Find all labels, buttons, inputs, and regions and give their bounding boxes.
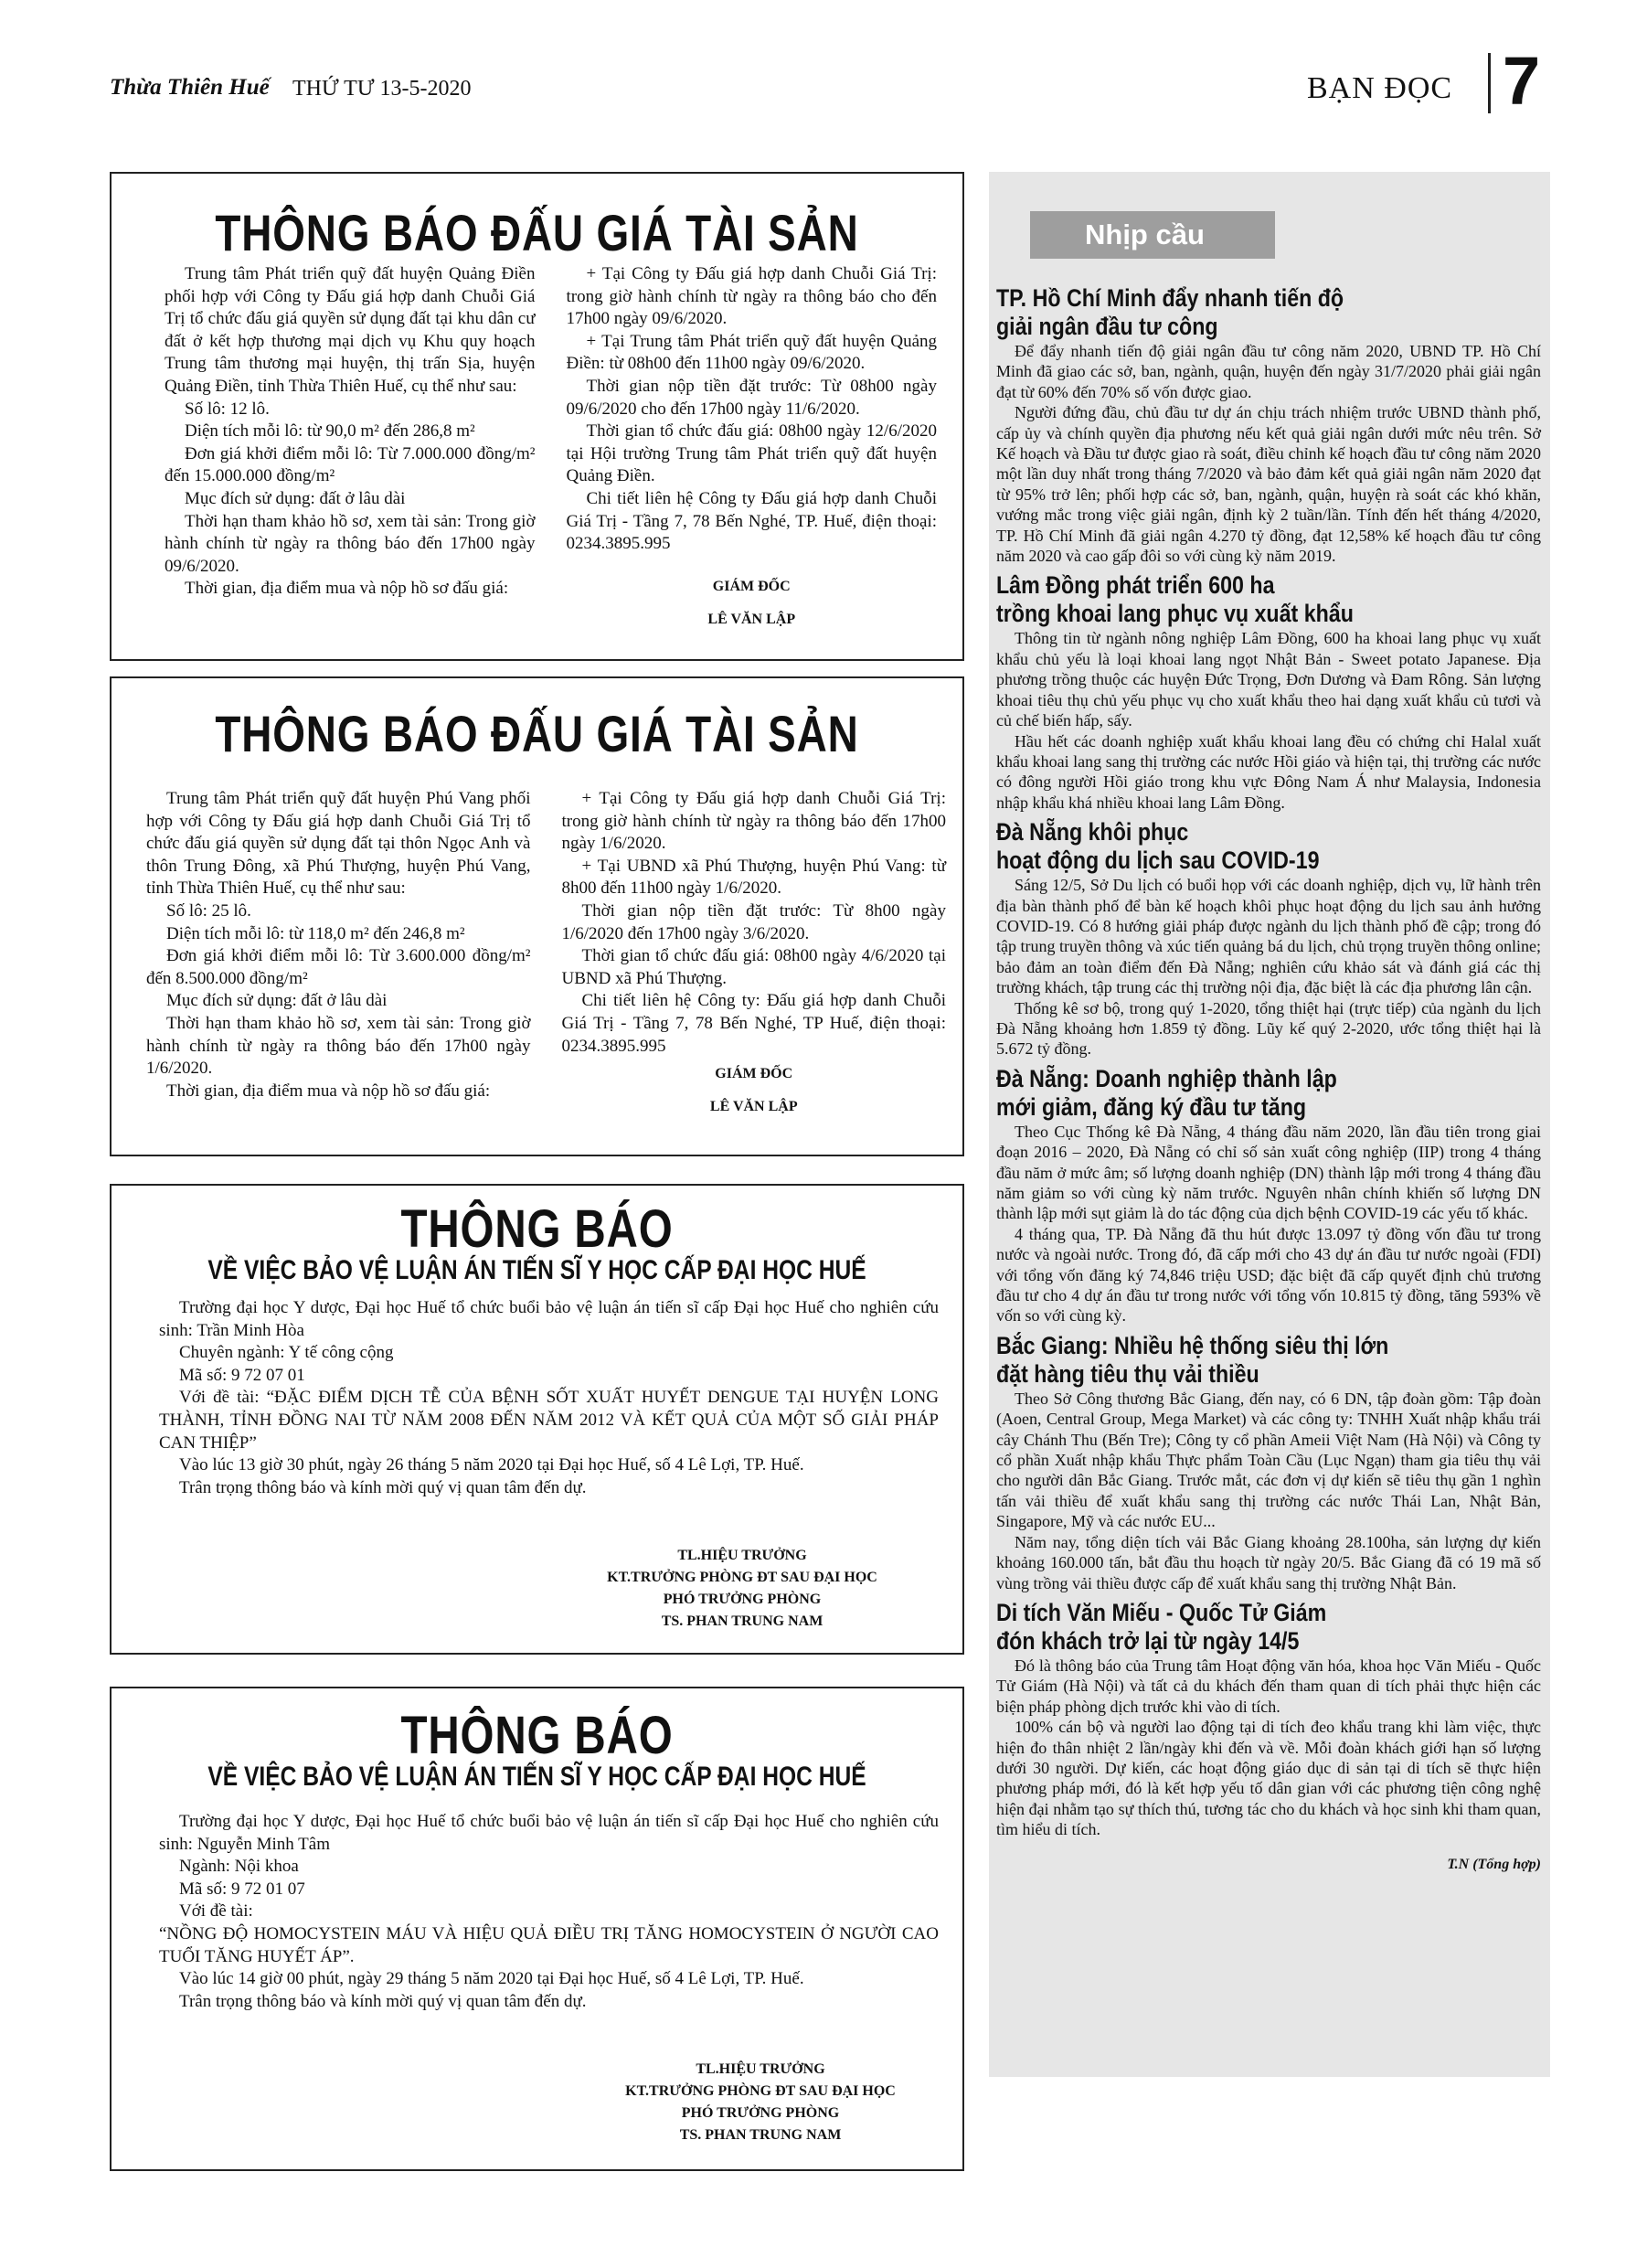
signature-line: TL.HIỆU TRƯỞNG	[696, 2061, 825, 2077]
article-title-line: hoạt động du lịch sau COVID-19	[996, 847, 1320, 875]
issue-date: THỨ TƯ 13-5-2020	[292, 77, 472, 101]
notice-code: Mã số: 9 72 07 01	[179, 1365, 305, 1385]
page-number: 7	[1503, 43, 1541, 119]
notice-paragraph: Trường đại học Y dược, Đại học Huế tổ chức buổi bảo vệ luận án tiến sĩ cấp Đại học Huế cho nghiên cứu sinh: Trần Minh Hòa	[159, 1298, 939, 1340]
notice-invite: Trân trọng thông báo và kính mời quý vị quan tâm đến dự.	[179, 1477, 587, 1497]
article-title-line: Đà Nẵng khôi phục	[996, 818, 1189, 847]
signature-name: TS. PHAN TRUNG NAM	[679, 2127, 842, 2143]
notice-paragraph: Diện tích mỗi lô: từ 118,0 m² đến 246,8 m²	[166, 923, 465, 943]
article-paragraph: Thông tin từ ngành nông nghiệp Lâm Đồng, 600 ha khoai lang phục vụ xuất khẩu chủ yếu là loại khoai lang ngọt Nhật Bản - Sweet potato Japanese. Địa phương trồng thuộc các huyện Đức Trọng, Đơn Dương và Đam Rông. Sản lượng khoai tiêu thụ chủ yếu phục vụ cho xuất khẩu theo hai dạng xuất khẩu củ tươi và củ chế biến hấp, sấy.	[996, 629, 1541, 730]
notice-code: Mã số: 9 72 01 07	[179, 1879, 305, 1899]
notice-major: Ngành: Nội khoa	[179, 1857, 299, 1877]
notice-paragraph: Thời gian, địa điểm mua và nộp hồ sơ đấu giá:	[166, 1081, 491, 1101]
header-divider	[1488, 53, 1491, 113]
notice-topic: Với đề tài: “ĐẶC ĐIỂM DỊCH TỄ CỦA BỆNH SỐT XUẤT HUYẾT DENGUE TẠI HUYỆN LONG THÀNH, TỈNH ĐỒNG NAI TỪ NĂM 2008 ĐẾN NĂM 2012 VÀ KẾT QUẢ CỦA MỘT SỐ GIẢI PHÁP CAN THIỆP”	[159, 1388, 939, 1453]
newspaper-name: Thừa Thiên Huế	[110, 75, 270, 100]
signature-role: GIÁM ĐỐC	[712, 578, 791, 594]
article-title-line: TP. Hồ Chí Minh đẩy nhanh tiến độ	[996, 284, 1344, 312]
notice-time: Vào lúc 13 giờ 30 phút, ngày 26 tháng 5 năm 2020 tại Đại học Huế, số 4 Lê Lợi, TP. Huế.	[179, 1455, 804, 1475]
signature-role: GIÁM ĐỐC	[715, 1066, 793, 1082]
article-paragraph: Sáng 12/5, Sở Du lịch có buổi họp với các doanh nghiệp, dịch vụ, lữ hành trên địa bàn thành phố để bàn kế hoạch khôi phục hoạt động du lịch sau ảnh hưởng COVID-19. Có 8 hướng giải pháp được ngành du lịch thành phố đề cập; trong đó tập trung truyền thông và xúc tiến quảng bá du lịch, chủ trọng truyền thông online; bảo đảm an toàn điểm đến Đà Nẵng; nghiên cứu khảo sát và đánh giá các thị trường khách, tập trung các thị trường nội địa, đặc biệt là các địa phương lân cận.	[996, 876, 1541, 997]
notice-paragraph: Số lô: 12 lô.	[185, 399, 270, 419]
article-paragraph: Hầu hết các doanh nghiệp xuất khẩu khoai lang đều có chứng chỉ Halal xuất khẩu khoai lang sang thị trường các nước Hồi giáo và hiện tại, thị trường các nước có đông người Hồi giáo trong khu vực Đông Nam Á như Malaysia, Indonesia nhập khẩu khá nhiều khoai lang Lâm Đồng.	[996, 731, 1541, 812]
article-title	[996, 284, 1465, 341]
article-paragraph: Theo Cục Thống kê Đà Nẵng, 4 tháng đầu năm 2020, lần đầu tiên trong giai đoạn 2016 – 2020, Đà Nẵng có chỉ số sản xuất công nghiệp (IIP) trong 4 tháng đầu năm ở mức âm; số lượng doanh nghiệp (DN) thành lập mới trong 4 tháng đầu năm giảm so với cùng kỳ năm trước. Nguyên nhân chính khiến số lượng DN thành lập mới sụt giảm là do tác động của dịch bệnh COVID-19 các yếu tố khác.	[996, 1122, 1541, 1223]
notice-topic-label: Với đề tài:	[179, 1901, 253, 1922]
news-article	[996, 571, 1541, 813]
sidebar-articles	[996, 279, 1541, 1873]
signature-line: PHÓ TRƯỞNG PHÒNG	[663, 1592, 822, 1607]
article-title-line: mới giảm, đăng ký đầu tư tăng	[996, 1092, 1307, 1121]
article-title-line: đón khách trở lại từ ngày 14/5	[996, 1626, 1300, 1655]
notice-title: THÔNG BÁO ĐẤU GIÁ TÀI SẢN	[215, 204, 859, 261]
notice-paragraph: Mục đích sử dụng: đất ở lâu dài	[185, 488, 406, 508]
sidebar-label: Nhịp cầu	[1030, 211, 1275, 259]
news-article	[996, 1332, 1541, 1593]
auction-notice-2	[110, 676, 964, 1156]
signature-line: KT.TRƯỞNG PHÒNG ĐT SAU ĐẠI HỌC	[607, 1570, 877, 1585]
article-title	[996, 818, 1465, 875]
notice-paragraph: Đơn giá khởi điểm mỗi lô: Từ 7.000.000 đồng/m² đến 15.000.000 đồng/m²	[165, 443, 536, 486]
notice-subtitle: VỀ VIỆC BẢO VỆ LUẬN ÁN TIẾN SĨ Y HỌC CẤP ĐẠI HỌC HUẾ	[207, 1762, 866, 1792]
auction-notice-1	[110, 172, 964, 661]
article-title-line: giải ngân đầu tư công	[996, 313, 1218, 340]
news-article	[996, 1599, 1541, 1840]
notice-paragraph: Thời gian nộp tiền đặt trước: Từ 08h00 ngày 09/6/2020 cho đến 17h00 ngày 11/6/2020.	[566, 376, 937, 419]
notice-paragraph: + Tại Công ty Đấu giá hợp danh Chuỗi Giá Trị: trong giờ hành chính từ ngày ra thông báo cho đến 17h00 ngày 09/6/2020.	[566, 264, 937, 329]
notice-paragraph: Thời gian tổ chức đấu giá: 08h00 ngày 4/6/2020 tại UBND xã Phú Thượng.	[561, 946, 946, 988]
signature-name: LÊ VĂN LẬP	[707, 611, 796, 627]
article-paragraph: 4 tháng qua, TP. Đà Nẵng đã thu hút được 13.097 tỷ đồng vốn đầu tư trong nước và ngoài nước. Trong đó, đã cấp mới cho 43 dự án đầu tư nước ngoài (FDI) với tổng vốn đăng ký 74,846 triệu USD; đặc biệt đã cấp quyết định chủ trương đầu tư cho 4 dự án đầu tư trong nước với tổng vốn 10.815 tỷ đồng, tăng 593% về vốn so với cùng kỳ.	[996, 1224, 1541, 1326]
section-name: BẠN ĐỌC	[1307, 71, 1453, 105]
notice-title: THÔNG BÁO	[400, 1706, 674, 1765]
notice-paragraph: Thời gian tổ chức đấu giá: 08h00 ngày 12/6/2020 tại Hội trường Trung tâm Phát triển quỹ đất huyện Quảng Điền.	[566, 421, 937, 486]
notice-paragraph: Trung tâm Phát triển quỹ đất huyện Phú Vang phối hợp với Công ty Đấu giá hợp danh Chuỗi Giá Trị tổ chức đấu giá quyền sử dụng đất tại thôn Ngọc Anh và thôn Trung Đông, xã Phú Thượng, huyện Phú Vang, tỉnh Thừa Thiên Huế, cụ thể như sau:	[146, 789, 531, 899]
notice-paragraph: Chi tiết liên hệ Công ty: Đấu giá hợp danh Chuỗi Giá Trị - Tầng 7, 78 Bến Nghé, TP Huế, điện thoại: 0234.3895.995	[561, 991, 946, 1056]
article-paragraph: Người đứng đầu, chủ đầu tư dự án chịu trách nhiệm trước UBND thành phố, cấp ủy và chính quyền địa phương nếu kết quả giải ngân dưới mức nêu trên. Sở Kế hoạch và Đầu tư được giao rà soát, điều chỉnh kế hoạch đầu tư công năm 2020 một lần duy nhất trong tháng 7/2020 và bảo đảm kết quả giải ngân năm 2020 đạt từ 95% trở lên; phối hợp các sở, ban, ngành, quận, huyện rà soát các khó khăn, vướng mắc trong việc giải ngân, định kỳ 2 tuần/lần. Tính đến hết tháng 4/2020, TP. Hồ Chí Minh đã giải ngân 4.270 tỷ đồng, đạt 12,58% kế hoạch đầu tư công năm 2020 và cao gấp đôi so với cùng kỳ năm 2019.	[996, 403, 1541, 566]
article-paragraph: Thống kê sơ bộ, trong quý 1-2020, tổng thiệt hại (trực tiếp) của ngành du lịch Đà Nẵng khoảng hơn 1.859 tỷ đồng. Lũy kế quý 2-2020, ước tổng thiệt hại là 5.672 tỷ đồng.	[996, 998, 1541, 1059]
notice-paragraph: Thời hạn tham khảo hồ sơ, xem tài sản: Trong giờ hành chính từ ngày ra thông báo đến 17h00 ngày 1/6/2020.	[146, 1013, 531, 1079]
article-title-line: trồng khoai lang phục vụ xuất khẩu	[996, 600, 1354, 628]
notice-title: THÔNG BÁO ĐẤU GIÁ TÀI SẢN	[215, 705, 859, 762]
notice-paragraph: Mục đích sử dụng: đất ở lâu dài	[166, 991, 388, 1011]
thesis-notice-2	[110, 1687, 964, 2171]
article-title	[996, 571, 1465, 628]
notice-topic: “NỒNG ĐỘ HOMOCYSTEIN MÁU VÀ HIỆU QUẢ ĐIỀU TRỊ TĂNG HOMOCYSTEIN Ở NGƯỜI CAO TUỔI TĂNG HUYẾT ÁP”.	[159, 1923, 939, 1966]
notice-paragraph: Chi tiết liên hệ Công ty Đấu giá hợp danh Chuỗi Giá Trị - Tầng 7, 78 Bến Nghé, TP. Huế, điện thoại: 0234.3895.995	[566, 488, 937, 554]
article-credit: T.N (Tổng hợp)	[1447, 1856, 1541, 1872]
news-article	[996, 1065, 1541, 1326]
notice-major: Chuyên ngành: Y tế công cộng	[179, 1343, 394, 1363]
signature-line: KT.TRƯỞNG PHÒNG ĐT SAU ĐẠI HỌC	[625, 2083, 896, 2099]
notice-subtitle: VỀ VIỆC BẢO VỆ LUẬN ÁN TIẾN SĨ Y HỌC CẤP ĐẠI HỌC HUẾ	[207, 1255, 866, 1285]
article-title	[996, 1599, 1465, 1656]
notice-paragraph: + Tại Trung tâm Phát triển quỹ đất huyện Quảng Điền: từ 08h00 đến 11h00 ngày 09/6/2020.	[566, 331, 937, 374]
article-title-line: Lâm Đồng phát triển 600 ha	[996, 571, 1275, 600]
notice-paragraph: Đơn giá khởi điểm mỗi lô: Từ 3.600.000 đồng/m² đến 8.500.000 đồng/m²	[146, 946, 531, 988]
signature-line: PHÓ TRƯỞNG PHÒNG	[681, 2105, 840, 2121]
article-paragraph: 100% cán bộ và người lao động tại di tích đeo khẩu trang khi làm việc, thực hiện đo thân nhiệt 2 lần/ngày khi đến và về. Mỗi đoàn khách giới hạn số lượng dưới 30 người. Dự kiến, các hoạt động giáo dục di sản tại di tích sẽ thực hiện phương pháp mới, đó là kết hợp yếu tố dân gian với các phương tiện công nghệ hiện đại nhằm tạo sự thích thú, tương tác cho du khách và học sinh khi tham quan, tìm hiểu di tích.	[996, 1718, 1541, 1839]
signature-name: TS. PHAN TRUNG NAM	[661, 1613, 824, 1629]
notice-time: Vào lúc 14 giờ 00 phút, ngày 29 tháng 5 năm 2020 tại Đại học Huế, số 4 Lê Lợi, TP. Huế.	[179, 1969, 804, 1989]
article-paragraph: Theo Sở Công thương Bắc Giang, đến nay, có 6 DN, tập đoàn gồm: Tập đoàn (Aoen, Central Group, Mega Market) và các công ty: TNHH Xuất nhập khẩu trái cây Chánh Thu (Bến Tre); Công ty cổ phần Ameii Việt Nam (Hà Nội) và Công ty cổ phần Xuất nhập khẩu Thực phẩm Toàn Cầu (Lục Ngạn) tham gia tiêu thụ vải cho người dân Bắc Giang. Trước mắt, các đơn vị dự kiến sẽ tiêu thụ gần 1 nghìn tấn vải thiều để xuất khẩu sang thị trường các nước Thái Lan, Nhật Bản, Singapore, Mỹ và các nước EU...	[996, 1389, 1541, 1531]
notice-title: THÔNG BÁO	[400, 1199, 674, 1259]
article-paragraph: Năm nay, tổng diện tích vải Bắc Giang khoảng 28.100ha, sản lượng dự kiến khoảng 160.000 tấn, bắt đầu thu hoạch từ ngày 20/5. Bắc Giang đã có 19 mã số vùng trồng vải thiều được cấp để xuất khẩu sang thị trường Nhật Bản.	[996, 1532, 1541, 1592]
notice-paragraph: + Tại UBND xã Phú Thượng, huyện Phú Vang: từ 8h00 đến 11h00 ngày 1/6/2020.	[561, 856, 946, 899]
article-title-line: Bắc Giang: Nhiều hệ thống siêu thị lớn	[996, 1331, 1389, 1359]
article-title	[996, 1332, 1465, 1389]
news-article	[996, 818, 1541, 1059]
notice-paragraph: Thời gian nộp tiền đặt trước: Từ 8h00 ngày 1/6/2020 đến 17h00 ngày 3/6/2020.	[561, 900, 946, 943]
article-paragraph: Đó là thông báo của Trung tâm Hoạt động văn hóa, khoa học Văn Miếu - Quốc Tử Giám (Hà Nội) và tất cả du khách đến tham quan di tích phải thực hiện các biện pháp phòng dịch trước khi vào di tích.	[996, 1656, 1541, 1716]
notice-paragraph: Thời gian, địa điểm mua và nộp hồ sơ đấu giá:	[185, 579, 509, 599]
notice-paragraph: Diện tích mỗi lô: từ 90,0 m² đến 286,8 m²	[185, 421, 475, 442]
article-title-line: Di tích Văn Miếu - Quốc Tử Giám	[996, 1598, 1327, 1626]
notice-paragraph: Trung tâm Phát triển quỹ đất huyện Quảng Điền phối hợp với Công ty Đấu giá hợp danh Chuỗi Giá Trị tổ chức đấu giá quyền sử dụng đất tại khu dân cư đất ở kết hợp thương mại dịch vụ Khu quy hoạch Trung tâm thương mại huyện, thị trấn Sịa, huyện Quảng Điền, tỉnh Thừa Thiên Huế, cụ thể như sau:	[165, 264, 536, 396]
signature-line: TL.HIỆU TRƯỞNG	[677, 1548, 807, 1563]
article-title	[996, 1065, 1465, 1122]
article-title-line: đặt hàng tiêu thụ vải thiều	[996, 1359, 1259, 1388]
notice-invite: Trân trọng thông báo và kính mời quý vị quan tâm đến dự.	[179, 1991, 587, 2011]
signature-name: LÊ VĂN LẬP	[709, 1099, 798, 1115]
thesis-notice-1	[110, 1184, 964, 1655]
article-paragraph: Để đẩy nhanh tiến độ giải ngân đầu tư công năm 2020, UBND TP. Hồ Chí Minh đã giao các sở, ban, ngành, quận, huyện đến ngày 31/7/2020 phải giải ngân đạt từ 60% đến 70% số vốn được giao.	[996, 342, 1541, 401]
news-article	[996, 284, 1541, 566]
notice-paragraph: + Tại Công ty Đấu giá hợp danh Chuỗi Giá Trị: trong giờ hành chính từ ngày ra thông báo đến 17h00 ngày 1/6/2020.	[561, 789, 946, 854]
notice-paragraph: Thời hạn tham khảo hồ sơ, xem tài sản: Trong giờ hành chính từ ngày ra thông báo đến 17h00 ngày 09/6/2020.	[165, 511, 536, 576]
notice-paragraph: Số lô: 25 lô.	[166, 900, 251, 921]
notice-paragraph: Trường đại học Y dược, Đại học Huế tổ chức buổi bảo vệ luận án tiến sĩ cấp Đại học Huế cho nghiên cứu sinh: Nguyễn Minh Tâm	[159, 1812, 939, 1854]
article-title-line: Đà Nẵng: Doanh nghiệp thành lập	[996, 1064, 1337, 1092]
